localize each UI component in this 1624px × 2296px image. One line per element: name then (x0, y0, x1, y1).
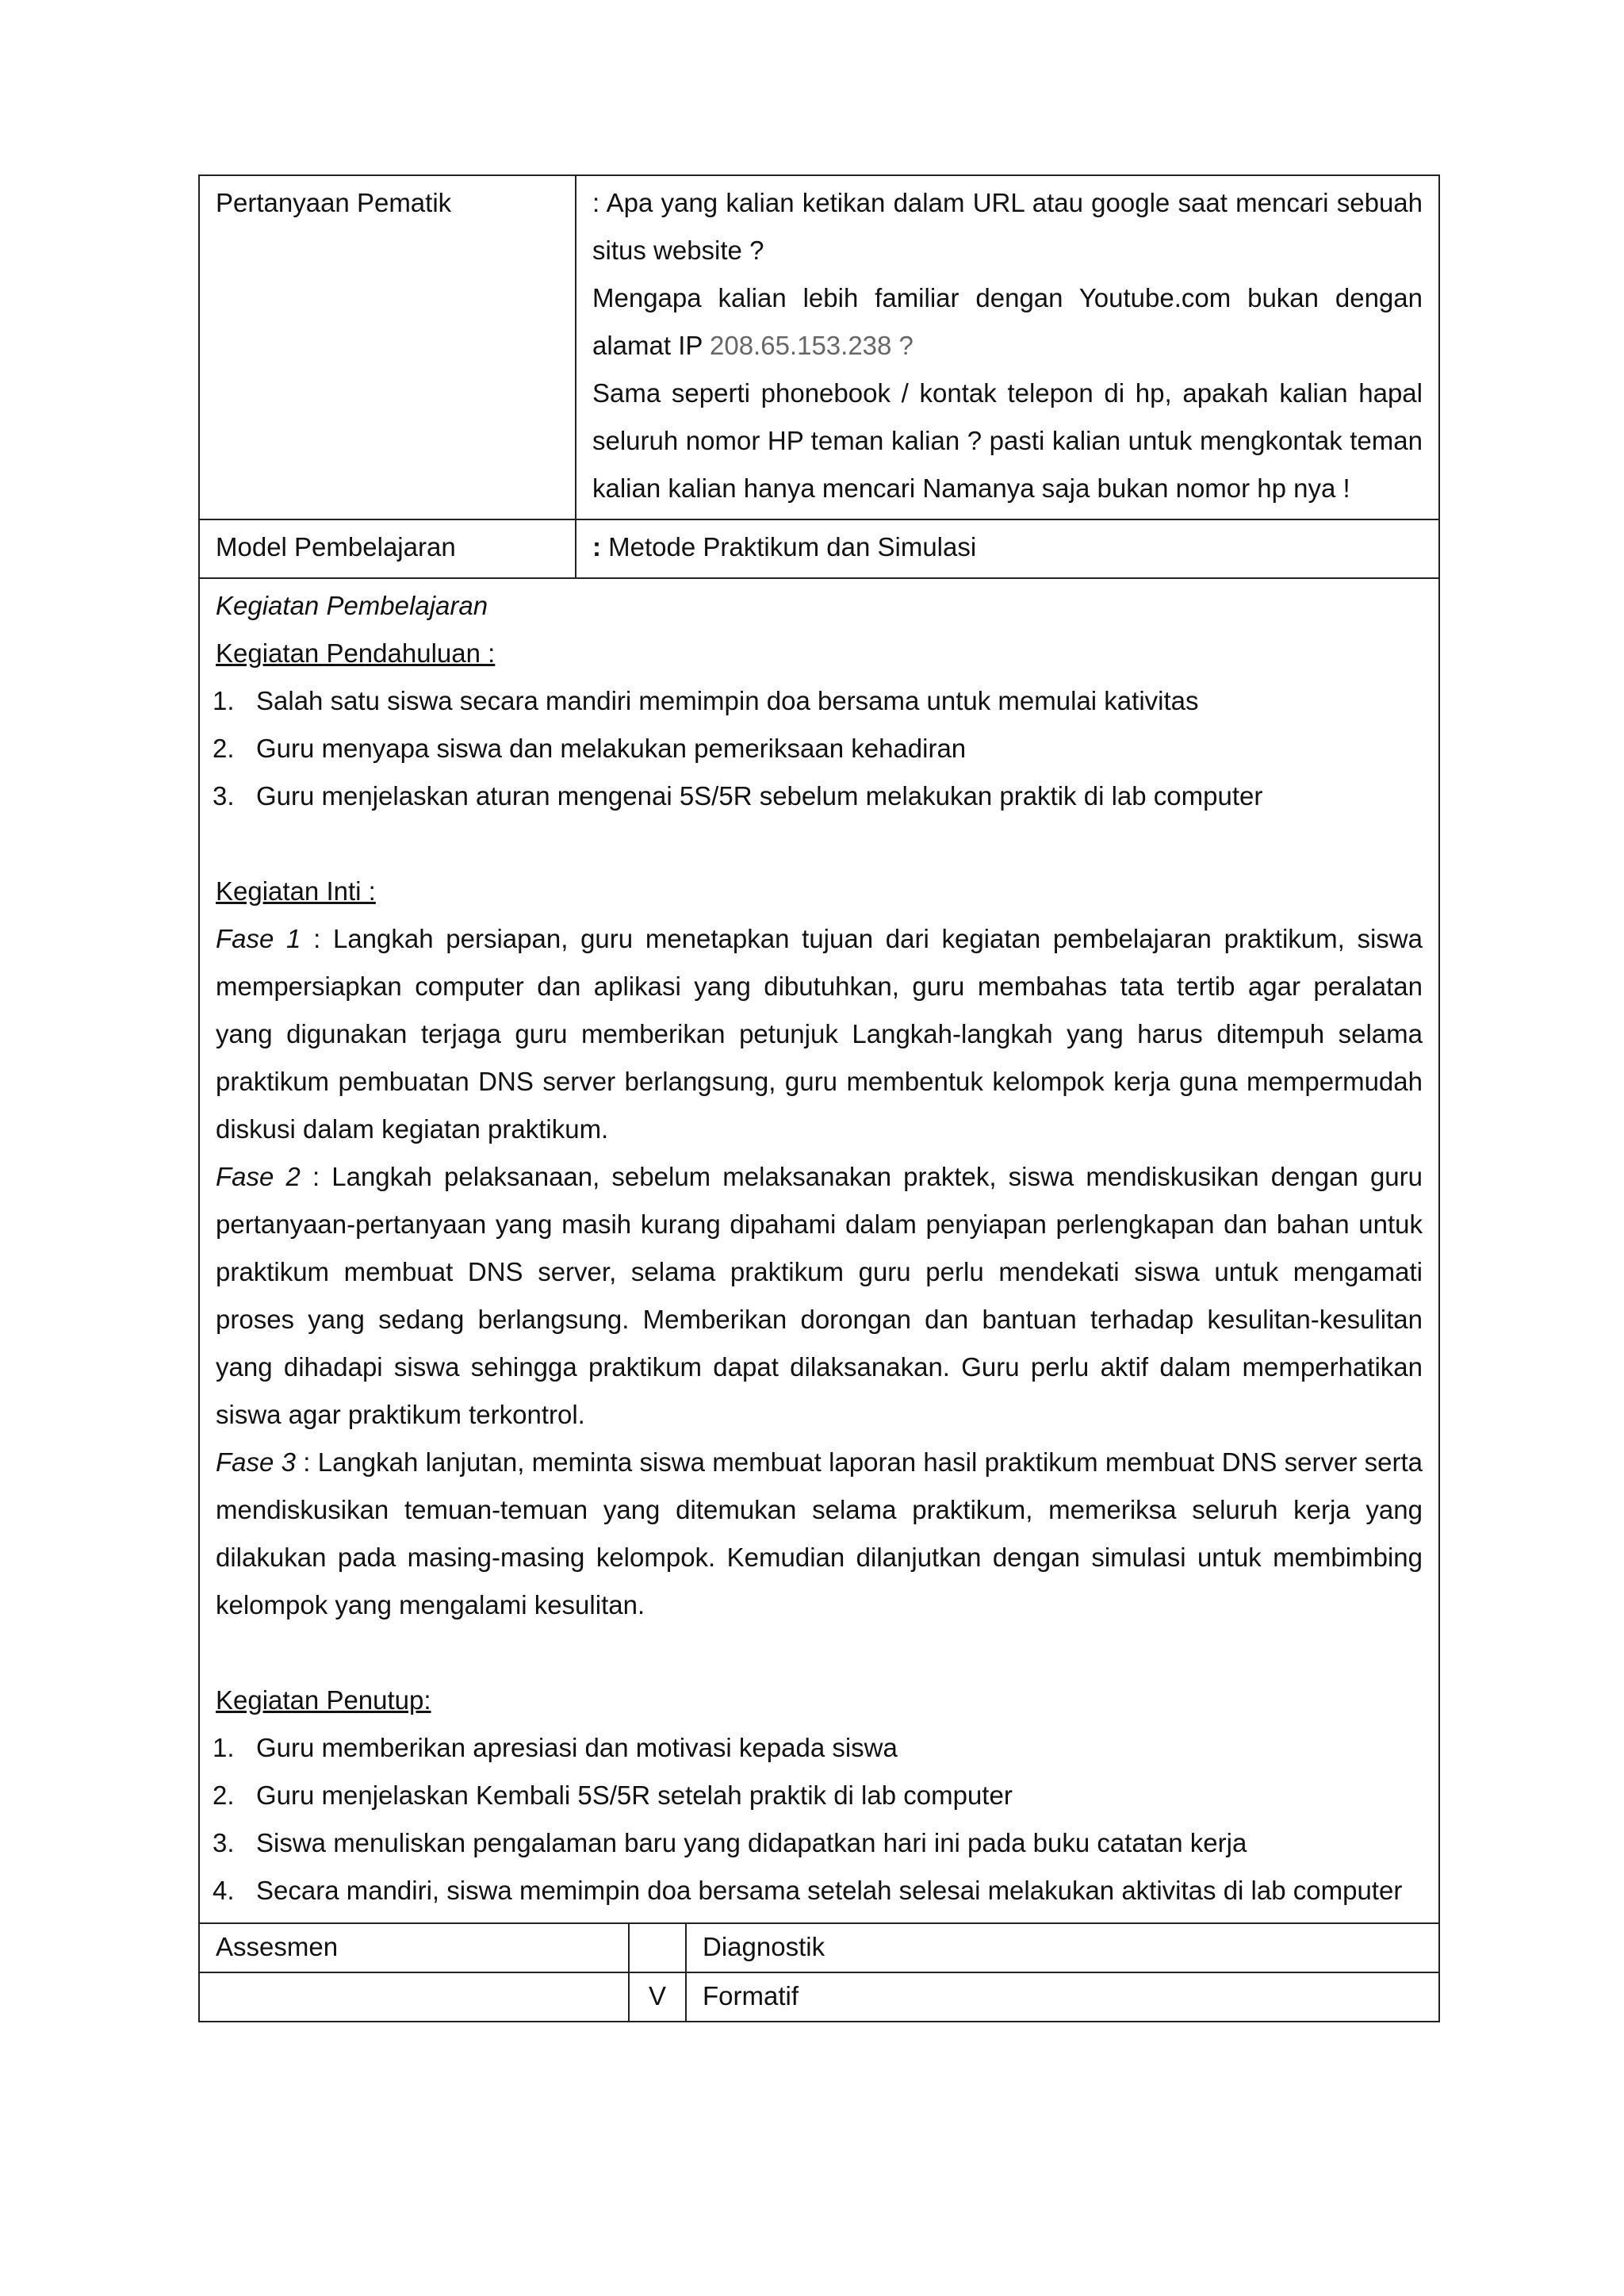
list-text: Guru menjelaskan Kembali 5S/5R setelah praktik di lab computer (256, 1780, 1013, 1810)
pendahuluan-heading: Kegiatan Pendahuluan : (216, 638, 496, 668)
penutup-list (213, 1724, 1423, 1915)
model-text: Metode Praktikum dan Simulasi (608, 532, 977, 562)
inti-heading: Kegiatan Inti : (216, 876, 376, 906)
assesmen-check: V (630, 1973, 687, 2021)
assesmen-type: Formatif (703, 1981, 799, 2010)
list-item (213, 772, 1423, 820)
row-kegiatan-pembelajaran (200, 579, 1438, 1924)
spacer (216, 1629, 1423, 1677)
list-number: 3. (213, 1828, 235, 1857)
fase-3-label: Fase 3 (216, 1447, 296, 1477)
fase-2-text: : Langkah pelaksanaan, sebelum melaksanakan praktek, siswa mendiskusikan dengan guru pertanyaan-pertanyaan yang masih kurang dipahami dalam penyiapan perlengkapan dan bahan untuk praktikum membuat DNS server, selama praktikum guru perlu mendekati siswa untuk mengamati proses yang sedang berlangsung. Memberikan dorongan dan bantuan terhadap kesulitan-kesulitan yang dihadapi siswa sehingga praktikum dapat dilaksanakan. Guru perlu aktif dalam memperhatikan siswa agar praktikum terkontrol. (216, 1162, 1423, 1429)
pertanyaan-label: Pertanyaan Pematik (200, 176, 576, 519)
pendahuluan-list (213, 677, 1423, 820)
list-item (213, 725, 1423, 772)
model-label: Model Pembelajaran (200, 520, 576, 577)
list-number: 4. (213, 1876, 235, 1905)
row-pertanyaan-pematik (200, 176, 1438, 520)
pertanyaan-line-2 (592, 274, 1423, 370)
list-item (213, 677, 1423, 725)
list-number: 1. (213, 686, 235, 715)
list-number: 1. (213, 1733, 235, 1762)
row-model-pembelajaran (200, 520, 1438, 579)
list-number: 3. (213, 781, 235, 811)
model-colon: : (592, 532, 601, 562)
pertanyaan-line-2-text: Mengapa kalian lebih familiar dengan Youtube.com bukan dengan alamat IP (592, 283, 1423, 360)
list-number: 2. (213, 1780, 235, 1810)
assesmen-label-empty (200, 1973, 630, 2021)
fase-1-text: : Langkah persiapan, guru menetapkan tujuan dari kegiatan pembelajaran praktikum, siswa mempersiapkan computer dan aplikasi yang dibutuhkan, guru membahas tata tertib agar peralatan yang digunakan terjaga guru memberikan petunjuk Langkah-langkah yang harus ditempuh selama praktikum pembuatan DNS server berlangsung, guru membentuk kelompok kerja guna mempermudah diskusi dalam kegiatan praktikum. (216, 924, 1423, 1144)
pertanyaan-value (576, 176, 1438, 519)
assesmen-check (630, 1924, 687, 1972)
fase-2-paragraph (216, 1153, 1423, 1439)
penutup-heading: Kegiatan Penutup: (216, 1685, 431, 1715)
assesmen-label: Assesmen (200, 1924, 630, 1972)
model-value (576, 520, 1438, 577)
spacer (216, 820, 1423, 868)
fase-3-text: : Langkah lanjutan, meminta siswa membuat laporan hasil praktikum membuat DNS server serta mendiskusikan temuan-temuan yang ditemukan selama praktikum, memeriksa seluruh kerja yang dilakukan pada masing-masing kelompok. Kemudian dilanjutkan dengan simulasi untuk membimbing kelompok yang mengalami kesulitan. (216, 1447, 1423, 1619)
fase-2-label: Fase 2 (216, 1162, 301, 1191)
list-text: Guru menjelaskan aturan mengenai 5S/5R sebelum melakukan praktik di lab computer (256, 781, 1263, 811)
list-item (213, 1772, 1423, 1819)
pertanyaan-line-1: : Apa yang kalian ketikan dalam URL atau google saat mencari sebuah situs website ? (592, 188, 1423, 265)
fase-1-paragraph (216, 915, 1423, 1153)
list-text: Secara mandiri, siswa memimpin doa bersama setelah selesai melakukan aktivitas di lab computer (256, 1876, 1403, 1905)
assesmen-type: Diagnostik (703, 1932, 825, 1961)
ip-address: 208.65.153.238 ? (709, 331, 914, 360)
list-item (213, 1724, 1423, 1772)
list-number: 2. (213, 734, 235, 763)
fase-1-label: Fase 1 (216, 924, 301, 953)
pertanyaan-line-3: Sama seperti phonebook / kontak telepon di hp, apakah kalian hapal seluruh nomor HP teman kalian ? pasti kalian untuk mengkontak teman kalian kalian hanya mencari Namanya saja bukan nomor hp nya ! (592, 378, 1423, 503)
list-text: Siswa menuliskan pengalaman baru yang didapatkan hari ini pada buku catatan kerja (256, 1828, 1247, 1857)
list-text: Guru memberikan apresiasi dan motivasi kepada siswa (256, 1733, 898, 1762)
list-text: Salah satu siswa secara mandiri memimpin doa bersama untuk memulai kativitas (256, 686, 1199, 715)
list-text: Guru menyapa siswa dan melakukan pemeriksaan kehadiran (256, 734, 967, 763)
kegiatan-title: Kegiatan Pembelajaran (216, 591, 488, 620)
row-assesmen-formatif (200, 1973, 1438, 2021)
list-item (213, 1867, 1423, 1915)
fase-3-paragraph (216, 1439, 1423, 1629)
list-item (213, 1819, 1423, 1867)
kegiatan-cell (200, 579, 1438, 1922)
row-assesmen-diagnostik (200, 1924, 1438, 1973)
lesson-plan-table (198, 174, 1440, 2022)
